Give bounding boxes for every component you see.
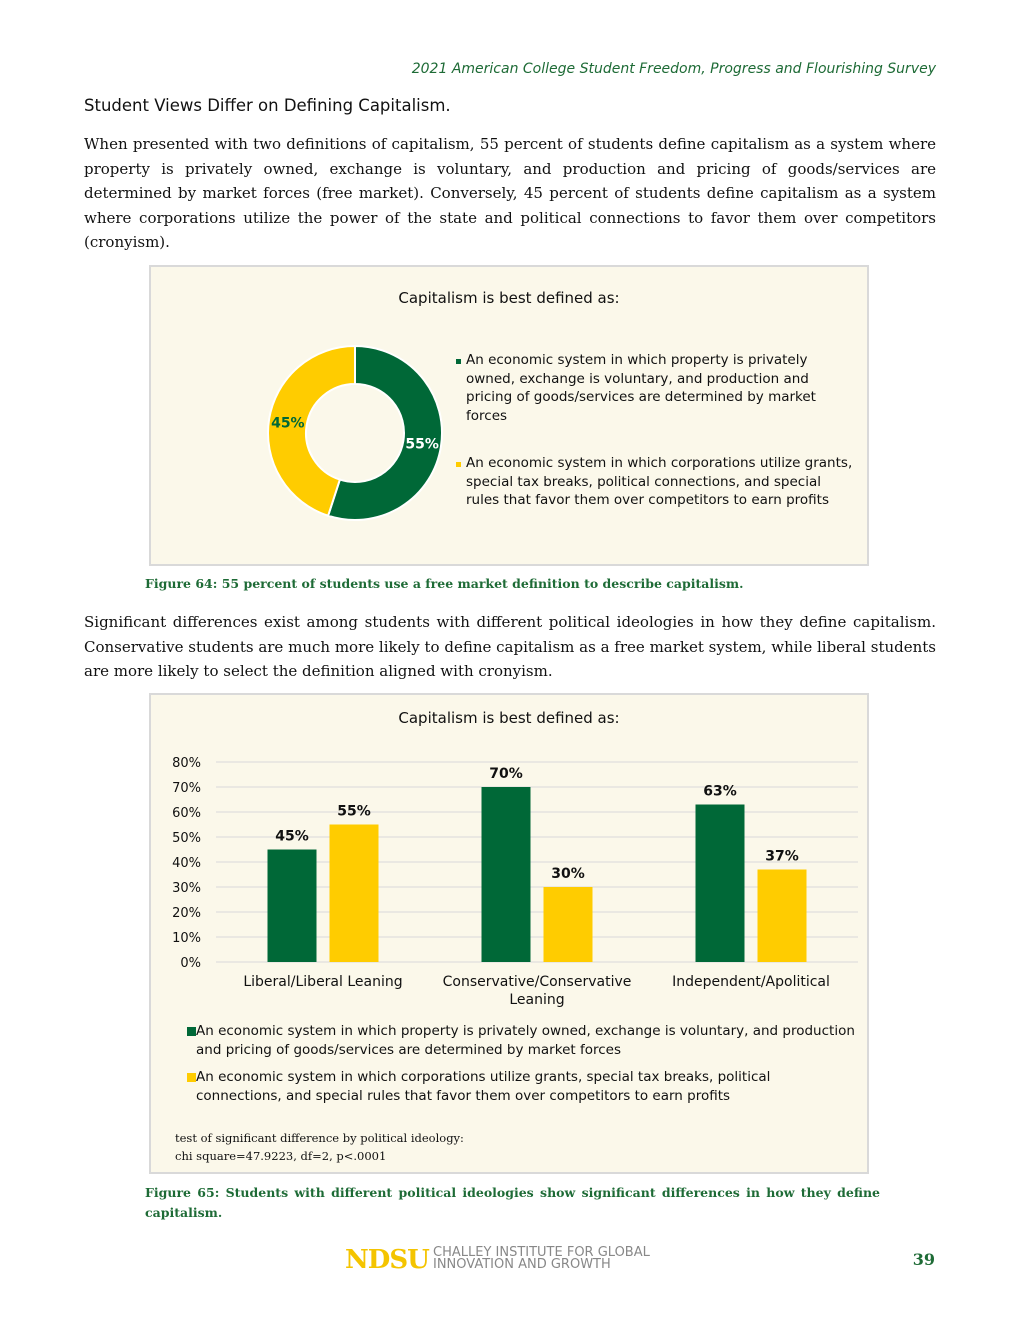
institute-name xyxy=(433,1247,650,1271)
y-tick-label: 70% xyxy=(172,781,201,796)
page-number: 39 xyxy=(912,1250,935,1269)
y-tick-label: 20% xyxy=(172,906,201,921)
bar xyxy=(330,825,379,963)
legend-swatch-free-market xyxy=(187,1027,196,1036)
bar-value-label: 63% xyxy=(703,783,737,800)
bar-value-label: 70% xyxy=(489,766,523,782)
paragraph-definitions: When presented with two definitions of capitalism, 55 percent of students define capitalism as a system where property is privately owned, exchange is voluntary, and production and pricing of goods/services are determined by market forces (free market). Conversely, 45 percent of students define capitalism as a system where corporations utilize the power of the state and political connections to favor them over competitors (cronyism). xyxy=(84,135,936,251)
legend-label-free-market: An economic system in which property is privately owned, exchange is voluntary, and production and pricing of goods/services are determined by market forces xyxy=(196,1023,855,1058)
bar xyxy=(482,787,531,962)
y-tick-label: 60% xyxy=(172,806,201,821)
institute-line-2: INNOVATION AND GROWTH xyxy=(433,1257,611,1272)
x-category-label: Leaning xyxy=(509,992,565,1008)
bar-chart xyxy=(151,745,867,1065)
bar xyxy=(544,887,593,962)
bar xyxy=(696,805,745,963)
legend-swatch-free-market xyxy=(456,359,461,364)
legend-swatch-cronyism xyxy=(187,1073,196,1082)
legend-label-cronyism: An economic system in which corporations utilize grants, special tax breaks, political connections, and special rules that favor them over competitors to earn profits xyxy=(466,455,853,508)
donut-chart-title: Capitalism is best defined as: xyxy=(398,289,620,307)
donut-chart-panel xyxy=(149,265,869,566)
ndsu-wordmark: NDSU xyxy=(345,1245,429,1275)
legend-label-cronyism: An economic system in which corporations utilize grants, special tax breaks, political connections, and special rules that favor them over competitors to earn profits xyxy=(196,1069,771,1104)
running-header: 2021 American College Student Freedom, Progress and Flourishing Survey xyxy=(411,61,936,77)
y-tick-label: 0% xyxy=(180,956,201,971)
donut-value-label: 45% xyxy=(271,415,305,432)
bar-chart-title: Capitalism is best defined as: xyxy=(398,709,620,727)
legend-swatch-cronyism xyxy=(456,462,461,467)
x-category-label: Independent/Apolitical xyxy=(672,974,830,990)
figure-64-caption: Figure 64: 55 percent of students use a free market definition to describe capitalism. xyxy=(145,576,744,591)
stat-note-line2: chi square=47.9223, df=2, p<.0001 xyxy=(175,1149,387,1163)
legend-label-free-market: An economic system in which property is privately owned, exchange is voluntary, and production and pricing of goods/services are determined by market forces xyxy=(466,352,816,424)
bar-value-label: 30% xyxy=(551,866,585,882)
y-tick-label: 30% xyxy=(172,881,201,896)
paragraph-ideology: Significant differences exist among students with different political ideologies in how they define capitalism. Conservative students are much more likely to define capitalism as a free market system, while liberal students are more likely to select the definition aligned with cronyism. xyxy=(84,613,936,680)
bar-value-label: 37% xyxy=(765,848,799,865)
y-tick-label: 40% xyxy=(172,856,201,871)
y-tick-label: 80% xyxy=(172,756,201,771)
figure-65-caption: Figure 65: Students with different political ideologies show significant differences in how they define capitalism. xyxy=(145,1185,880,1220)
section-heading: Student Views Differ on Defining Capitalism. xyxy=(84,96,451,115)
bar-value-label: 45% xyxy=(275,828,309,845)
bar-value-label: 55% xyxy=(337,803,371,820)
stat-note-line1: test of significant difference by political ideology: xyxy=(175,1131,464,1145)
institute-line-1: CHALLEY INSTITUTE FOR GLOBAL xyxy=(433,1245,650,1260)
x-category-label: Conservative/Conservative xyxy=(442,974,632,990)
y-tick-label: 50% xyxy=(172,831,201,846)
bar-chart-panel xyxy=(149,693,869,1174)
bar xyxy=(268,850,317,963)
bar xyxy=(758,870,807,963)
donut-value-label: 55% xyxy=(405,436,439,453)
x-category-label: Liberal/Liberal Leaning xyxy=(243,974,403,990)
y-tick-label: 10% xyxy=(172,931,201,946)
